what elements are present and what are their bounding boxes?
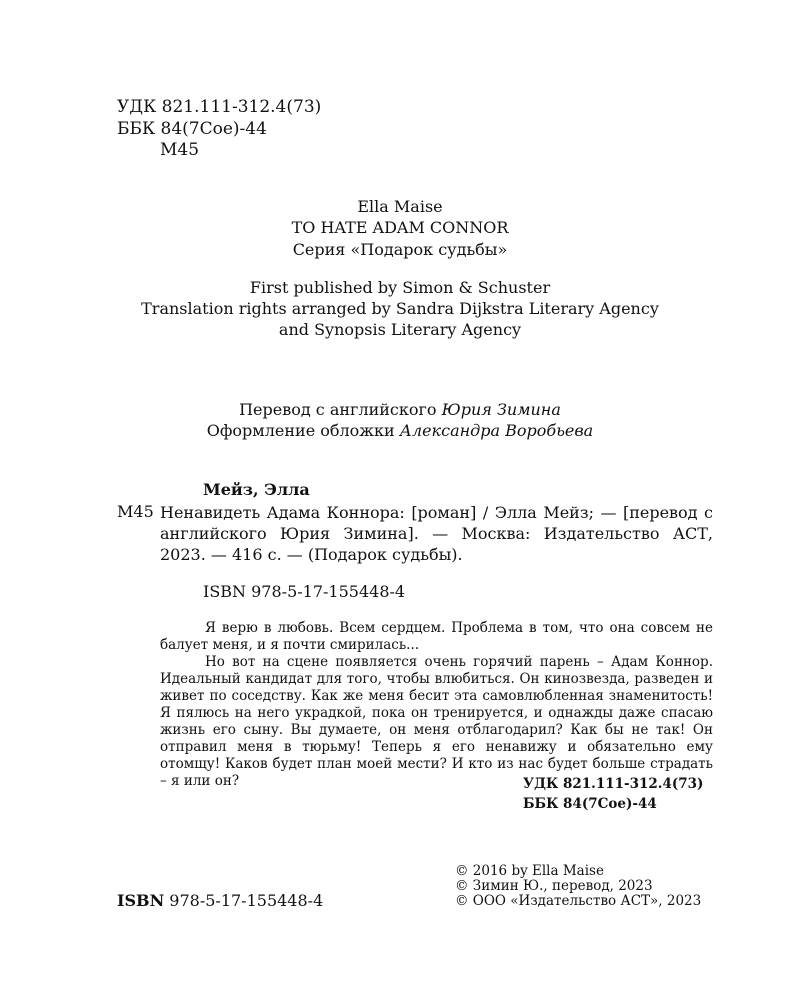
translator-name: Юрия Зимина [441,400,561,419]
udk-code: УДК 821.111-312.4(73) [117,97,322,117]
bbk-code: ББК 84(7Сое)-44 [117,119,267,139]
author-mark: М45 [160,140,200,160]
footer-isbn [117,891,323,911]
original-title: TO HATE ADAM CONNOR [291,218,509,237]
annotation-udk: УДК 821.111-312.4(73) [523,776,704,792]
rights-line-2: Translation rights arranged by Sandra Dijkstra Literary Agency [141,299,659,318]
footer-isbn-label: ISBN [117,891,165,910]
annotation [160,620,713,790]
rights-line-1: First published by Simon & Schuster [249,278,551,297]
cover-designer-name: Александра Воробьева [399,421,594,440]
translation-credit [0,400,800,420]
series-name: Серия «Подарок судьбы» [292,240,508,259]
copyright-line: © ООО «Издательство АСТ», 2023 [455,893,702,909]
copyright-line: © 2016 by Ella Maise [455,863,604,879]
cover-prefix: Оформление обложки [206,421,395,440]
bibliographic-mark: М45 [117,502,154,521]
bibliographic-isbn: ISBN 978-5-17-155448-4 [203,582,406,601]
cover-credit [0,421,800,441]
rights-line-3: and Synopsis Literary Agency [278,320,522,339]
original-author: Ella Maise [357,197,443,216]
annotation-paragraph-2: Но вот на сцене появляется очень горячий парень – Адам Коннор. Идеальный кандидат для того, чтобы влюбиться. Он кинозвезда, разведен и живет по соседству. Как же меня бесит эта самовлюбленная знаменитость! Я пялюсь на него украдкой, пока он тренируется, и однажды даже спасаю жизнь его сыну. Вы думаете, он меня отблагодарил? Как бы не так! Он отправил меня в тюрьму! Теперь я его ненавижу и обязательно ему отомщу! Каков будет план моей мести? И кто из нас будет больше страдать – я или он? [160,654,713,789]
translation-prefix: Перевод с английского [239,400,437,419]
copyright-line: © Зимин Ю., перевод, 2023 [455,878,653,894]
annotation-paragraph-1: Я верю в любовь. Всем сердцем. Проблема в том, что она совсем не балует меня, и я почти смирилась... [160,620,713,653]
footer-isbn-number: 978-5-17-155448-4 [169,891,324,910]
bibliographic-description: Ненавидеть Адама Коннора: [роман] / Элла Мейз; — [перевод с английского Юрия Зимина]. — Москва: Издательство АСТ, 2023. — 416 с. — (Подарок судьбы). [160,503,713,564]
author-heading: Мейз, Элла [203,480,310,499]
annotation-bbk: ББК 84(7Сое)-44 [523,796,657,812]
